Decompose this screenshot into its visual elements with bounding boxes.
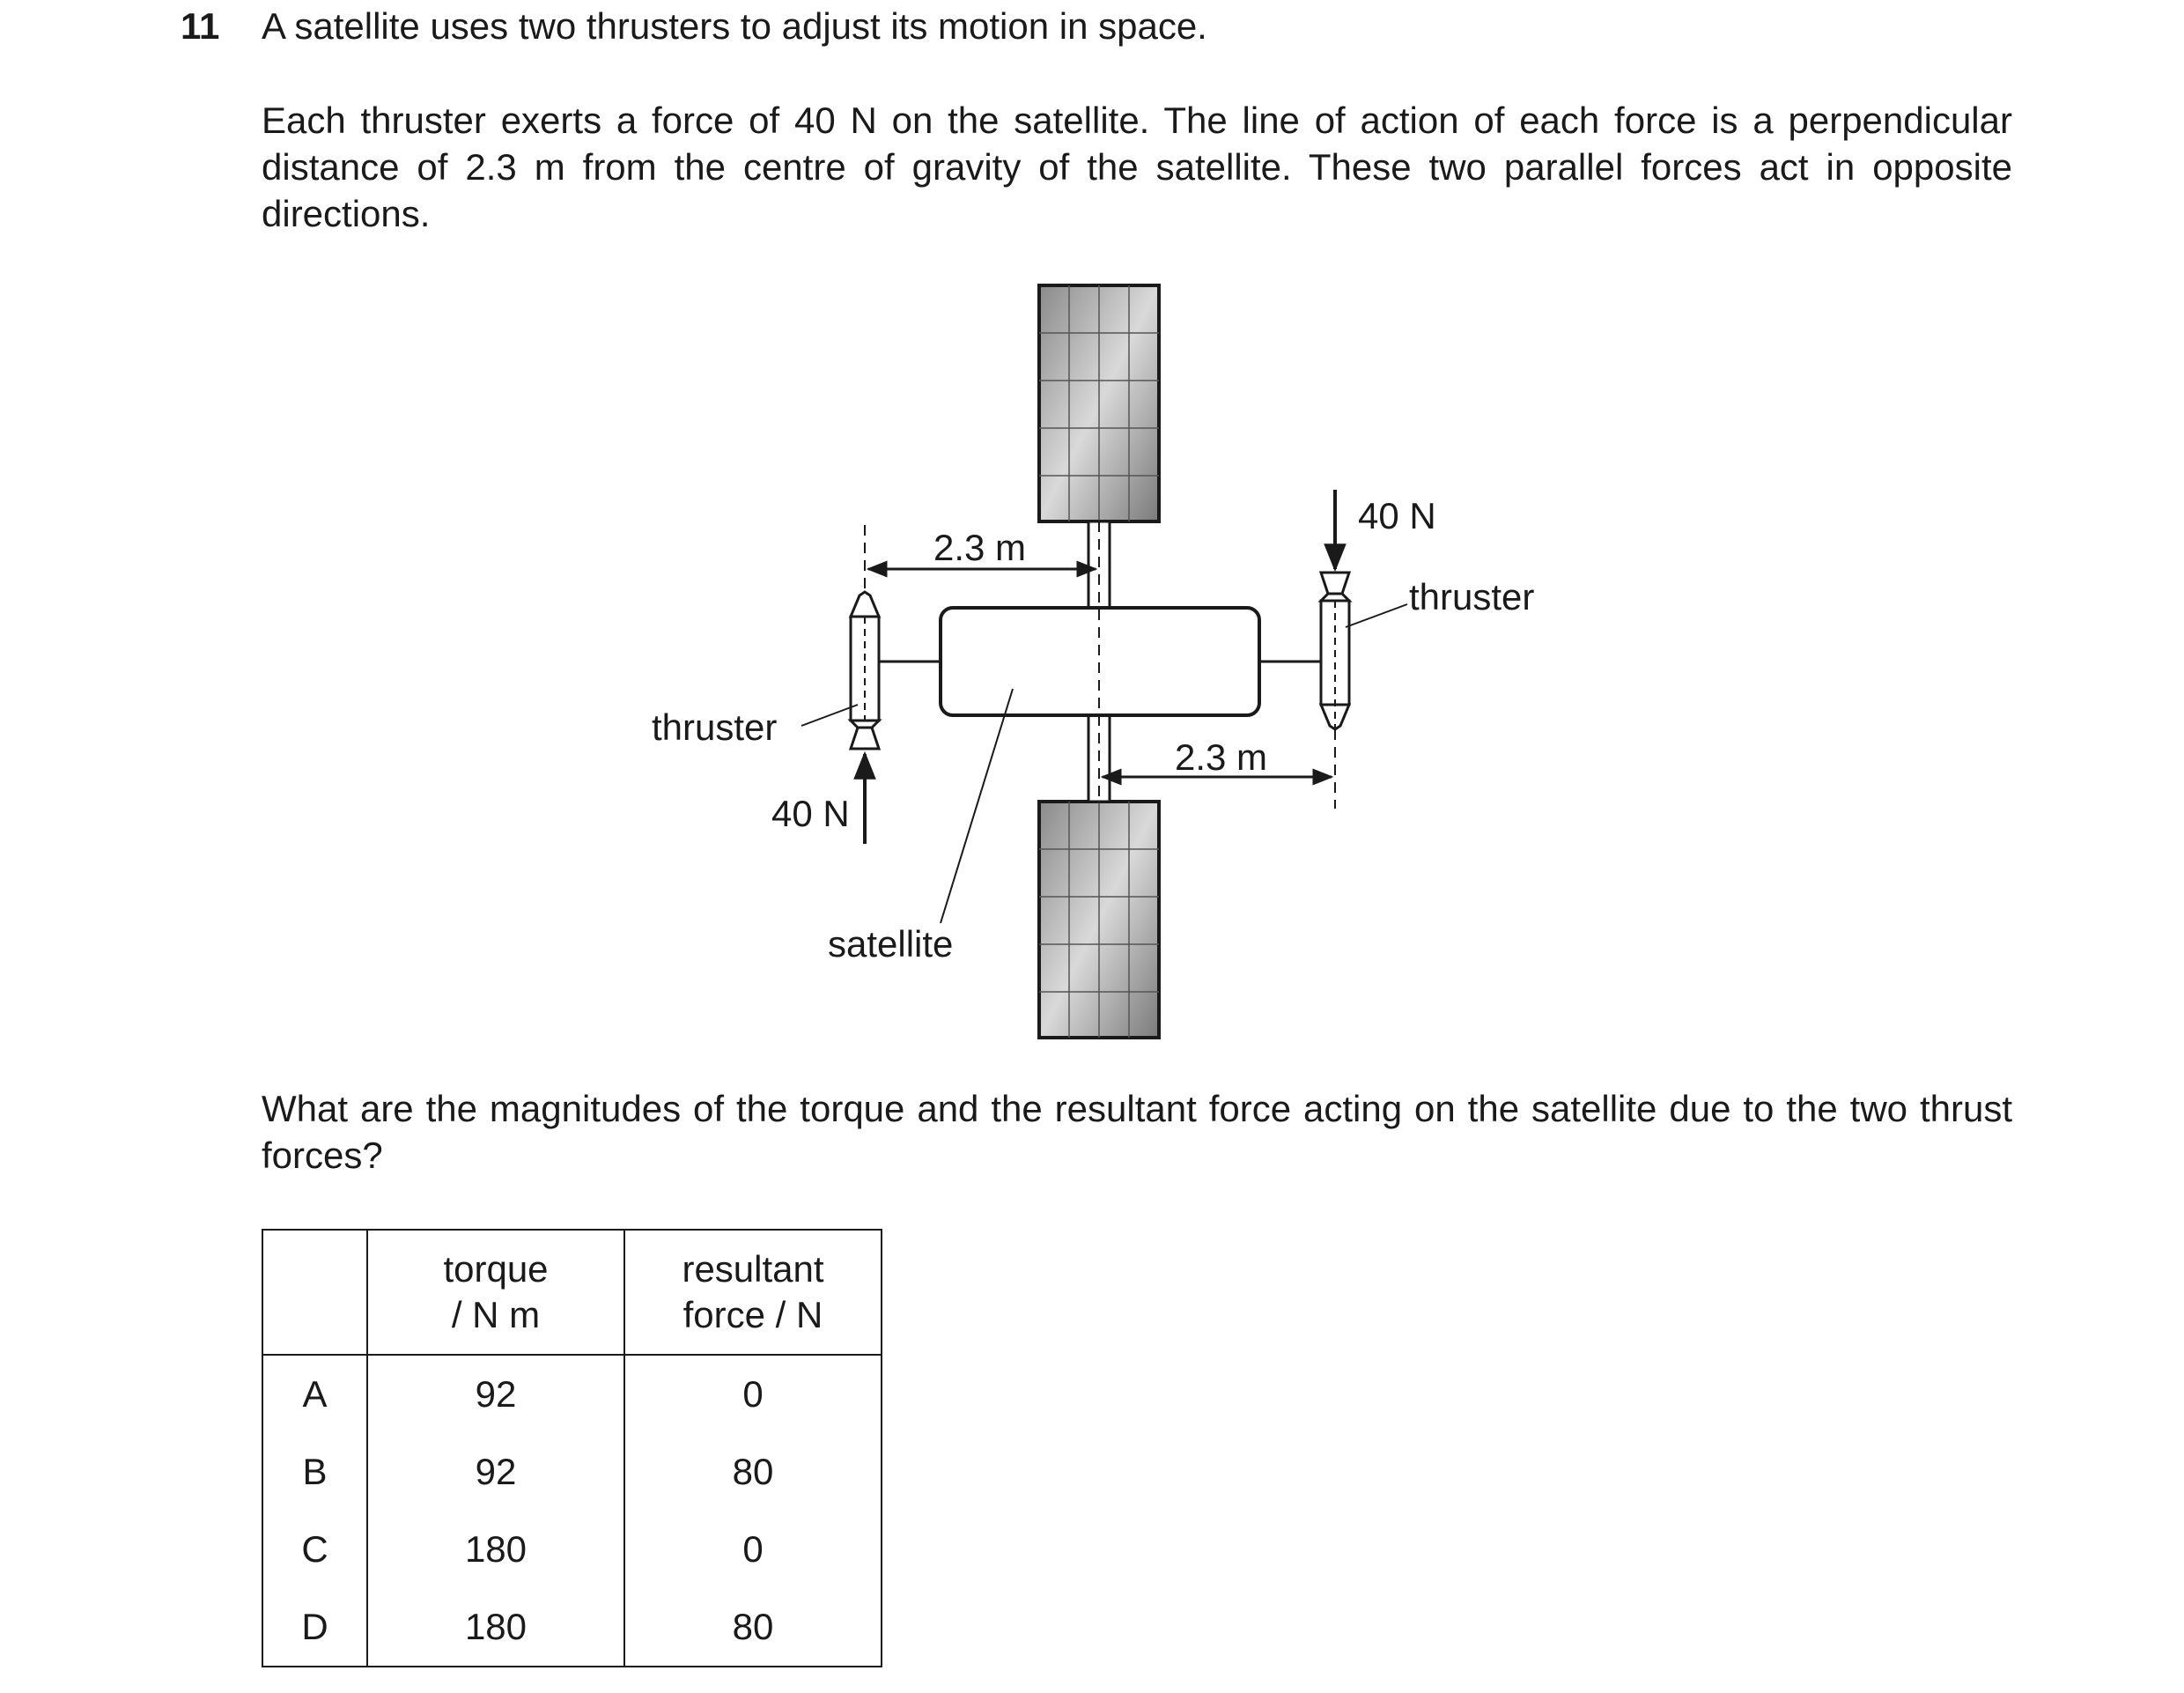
question-number: 11	[181, 5, 220, 47]
force-label-right: 40 N	[1358, 495, 1436, 536]
thruster-right	[1321, 573, 1349, 729]
header-blank	[262, 1230, 367, 1355]
table-row[interactable]	[262, 1355, 882, 1433]
table-header-row	[262, 1230, 882, 1355]
question-paragraph-1: Each thruster exerts a force of 40 N on the satellite. The line of action of each force is a perpendicular distance of 2.3 m from the centre of gravity of the satellite. These two parallel forces act in opposite directions.	[262, 100, 2012, 234]
option-force: 0	[624, 1511, 882, 1588]
header-force	[624, 1230, 882, 1355]
header-force-line2: force / N	[682, 1294, 823, 1335]
option-force: 80	[624, 1588, 882, 1667]
table-row[interactable]	[262, 1511, 882, 1588]
header-torque-line1: torque	[443, 1248, 549, 1290]
distance-label-bottom: 2.3 m	[1175, 736, 1268, 778]
answer-options-table	[262, 1229, 882, 1667]
thruster-label-right: thruster	[1409, 576, 1535, 617]
solar-panel-top	[1039, 285, 1159, 521]
option-letter: D	[262, 1588, 367, 1667]
option-letter: C	[262, 1511, 367, 1588]
question-paragraph-2: What are the magnitudes of the torque and the resultant force acting on the satellite due to the two thrust forces?	[262, 1088, 2012, 1176]
thruster-label-left: thruster	[652, 706, 778, 748]
option-force: 0	[624, 1355, 882, 1433]
header-torque	[367, 1230, 624, 1355]
option-letter: A	[262, 1355, 367, 1433]
header-force-line1: resultant	[682, 1248, 824, 1290]
question-intro: A satellite uses two thrusters to adjust its motion in space.	[262, 5, 1207, 47]
option-torque: 180	[367, 1588, 624, 1667]
table-row[interactable]	[262, 1588, 882, 1667]
option-force: 80	[624, 1433, 882, 1511]
header-torque-line2: / N m	[451, 1294, 541, 1335]
option-letter: B	[262, 1433, 367, 1511]
satellite-label: satellite	[828, 923, 954, 965]
option-torque: 92	[367, 1433, 624, 1511]
option-torque: 180	[367, 1511, 624, 1588]
distance-label-top: 2.3 m	[933, 527, 1027, 568]
thruster-left	[851, 592, 879, 749]
force-label-left: 40 N	[771, 793, 850, 834]
option-torque: 92	[367, 1355, 624, 1433]
solar-panel-bottom	[1039, 802, 1159, 1038]
table-row[interactable]	[262, 1433, 882, 1511]
